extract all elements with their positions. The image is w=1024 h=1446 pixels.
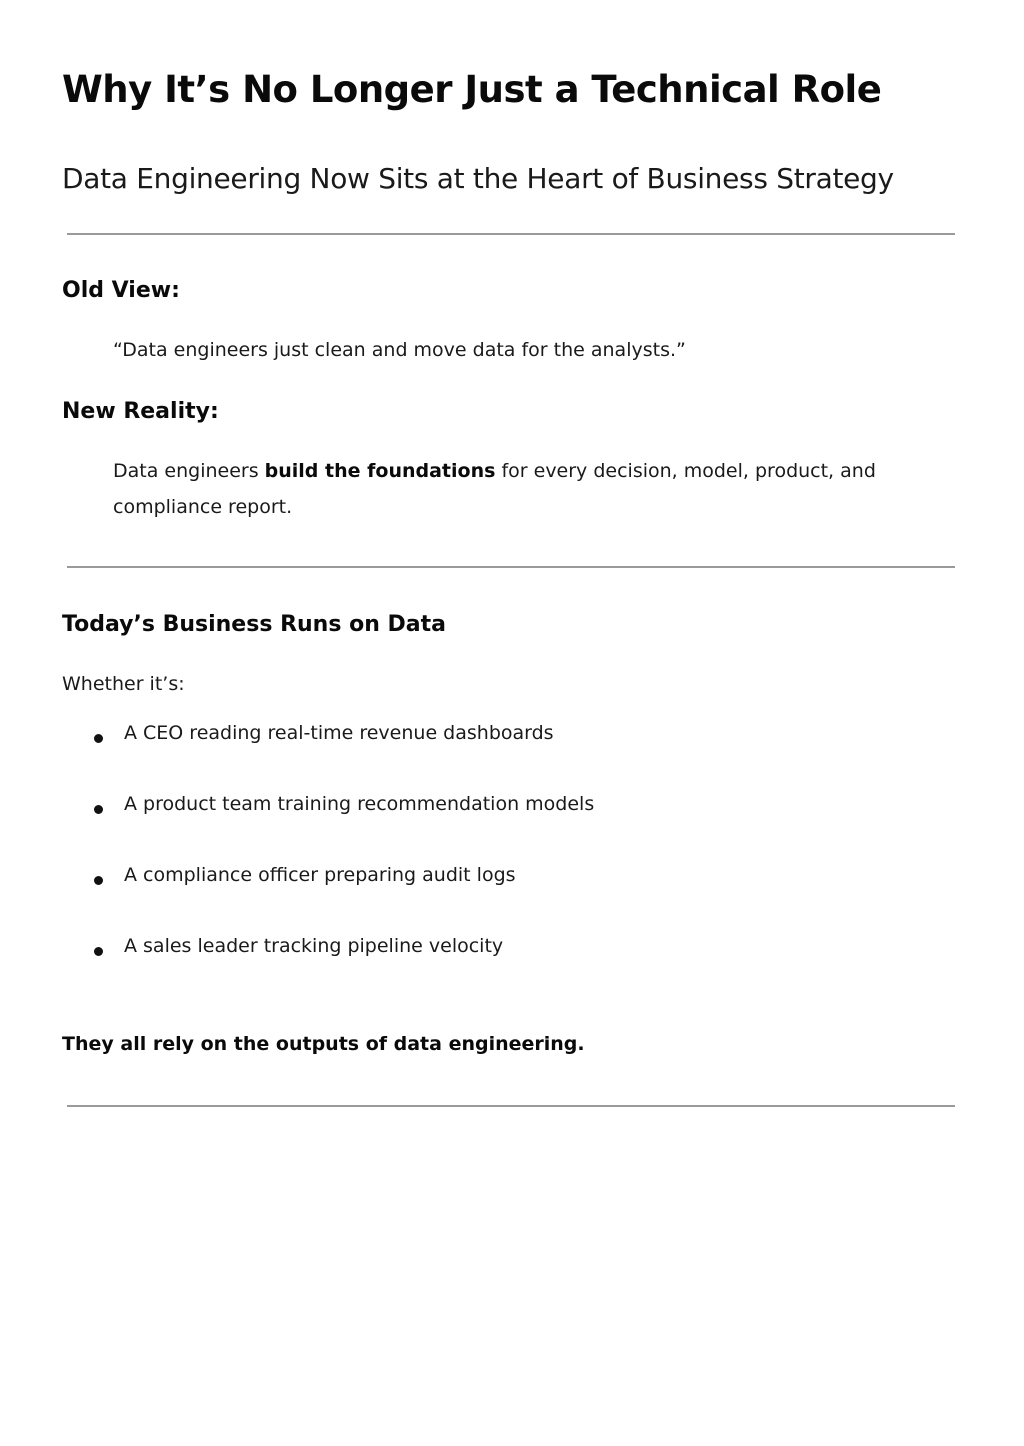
list-item-text: A compliance officer preparing audit logs bbox=[124, 864, 516, 886]
list-item-text: A sales leader tracking pipeline velocity bbox=[124, 935, 504, 957]
bullet-icon bbox=[94, 734, 103, 743]
new-reality-emphasis: build the foundations bbox=[264, 460, 496, 482]
list-item-text: A CEO reading real-time revenue dashboards bbox=[124, 722, 554, 744]
new-reality-text-end: for every decision, model, product, and compliance report. bbox=[113, 460, 876, 518]
bullet-icon bbox=[94, 947, 103, 956]
business-heading: Today’s Business Runs on Data bbox=[62, 612, 446, 637]
divider-2 bbox=[67, 566, 955, 568]
old-view-quote: “Data engineers just clean and move data for the analysts.” bbox=[113, 339, 686, 361]
divider-1 bbox=[67, 233, 955, 235]
bullet-icon bbox=[94, 805, 103, 814]
page-title: Why It’s No Longer Just a Technical Role bbox=[62, 68, 882, 111]
new-reality-heading: New Reality: bbox=[62, 399, 219, 424]
list-item-text: A product team training recommendation models bbox=[124, 793, 595, 815]
divider-3 bbox=[67, 1105, 955, 1107]
closing-statement: They all rely on the outputs of data engineering. bbox=[62, 1033, 585, 1055]
new-reality-text-start: Data engineers bbox=[113, 460, 265, 482]
old-view-heading: Old View: bbox=[62, 278, 180, 303]
business-intro: Whether it’s: bbox=[62, 673, 185, 695]
bullet-icon bbox=[94, 876, 103, 885]
page-subtitle: Data Engineering Now Sits at the Heart of Business Strategy bbox=[62, 162, 894, 195]
new-reality-paragraph bbox=[113, 453, 933, 525]
